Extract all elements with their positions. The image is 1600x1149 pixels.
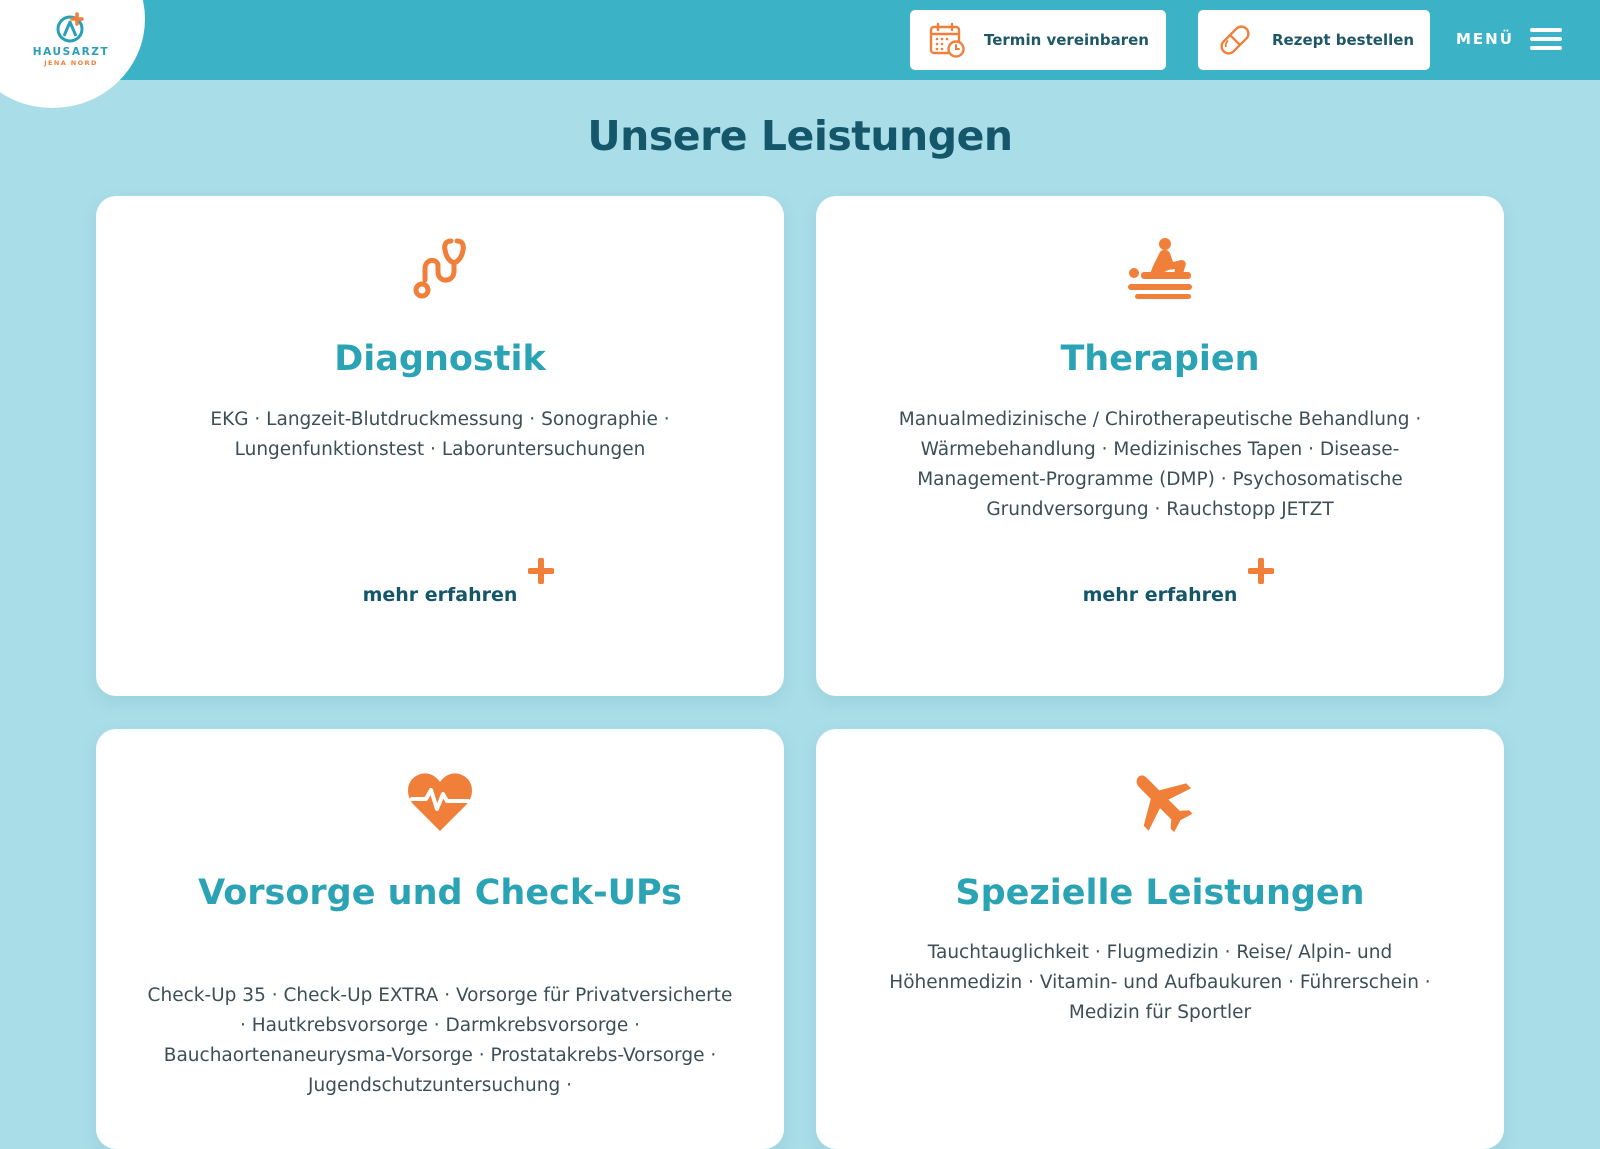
- logo-mark-icon: [54, 12, 88, 44]
- service-card-spezielle-leistungen: [816, 729, 1504, 1149]
- card-title: Spezielle Leistungen: [955, 873, 1365, 913]
- site-logo[interactable]: [0, 0, 145, 108]
- card-description: Tauchtauglichkeit · Flugmedizin · Reise/ Alpin- und Höhenmedizin · Vitamin- und Aufbaukuren · Führerschein · Medizin für Sportler: [889, 942, 1431, 1023]
- more-link[interactable]: [816, 584, 1504, 606]
- service-card-therapien: [816, 196, 1504, 696]
- massage-therapy-icon: [1125, 236, 1195, 300]
- more-link-label: mehr erfahren: [1082, 584, 1238, 606]
- prescription-button-label: Rezept bestellen: [1272, 31, 1415, 49]
- service-card-vorsorge: [96, 729, 784, 1149]
- hamburger-icon: [1530, 23, 1562, 55]
- card-description: Check-Up 35 · Check-Up EXTRA · Vorsorge für Privatversicherte · Hautkrebsvorsorge · Darmkrebsvorsorge · Bauchaortenaneurysma-Vorsorge · Prostatakrebs-Vorsorge · Jugendschutzuntersuchung ·: [147, 985, 733, 1096]
- service-card-diagnostik: [96, 196, 784, 696]
- logo-content: [16, 12, 126, 67]
- page-title: Unsere Leistungen: [587, 112, 1013, 160]
- stethoscope-icon: [408, 236, 472, 300]
- plus-icon: [528, 558, 554, 584]
- pill-icon: [1216, 21, 1254, 59]
- appointment-button[interactable]: [910, 10, 1166, 70]
- card-icon-wrap: [816, 236, 1504, 300]
- logo-title: HAUSARZT: [32, 46, 110, 58]
- card-icon-wrap: [96, 236, 784, 300]
- plus-icon: [1248, 558, 1274, 584]
- heart-pulse-icon: [406, 769, 474, 833]
- card-description: EKG · Langzeit-Blutdruckmessung · Sonographie · Lungenfunktionstest · Laboruntersuchungen: [210, 409, 670, 460]
- more-link-label: mehr erfahren: [362, 584, 518, 606]
- prescription-button[interactable]: [1198, 10, 1430, 70]
- logo-subtitle: JENA NORD: [44, 59, 98, 67]
- card-title: Vorsorge und Check-UPs: [198, 873, 682, 913]
- appointment-button-label: Termin vereinbaren: [984, 31, 1149, 49]
- card-title: Diagnostik: [334, 339, 546, 379]
- card-description: Manualmedizinische / Chirotherapeutische Behandlung · Wärmebehandlung · Medizinisches Tapen · Disease-Management-Programme (DMP) · Psychosomatische Grundversorgung · Rauchstopp JETZT: [898, 409, 1422, 520]
- airplane-icon: [1126, 769, 1194, 833]
- card-icon-wrap: [816, 769, 1504, 833]
- menu-toggle[interactable]: [1456, 24, 1562, 54]
- more-link[interactable]: [96, 584, 784, 606]
- site-header: [0, 0, 1600, 80]
- card-icon-wrap: [96, 769, 784, 833]
- menu-label: MENÜ: [1456, 30, 1514, 48]
- card-title: Therapien: [1060, 339, 1260, 379]
- calendar-clock-icon: [928, 21, 966, 59]
